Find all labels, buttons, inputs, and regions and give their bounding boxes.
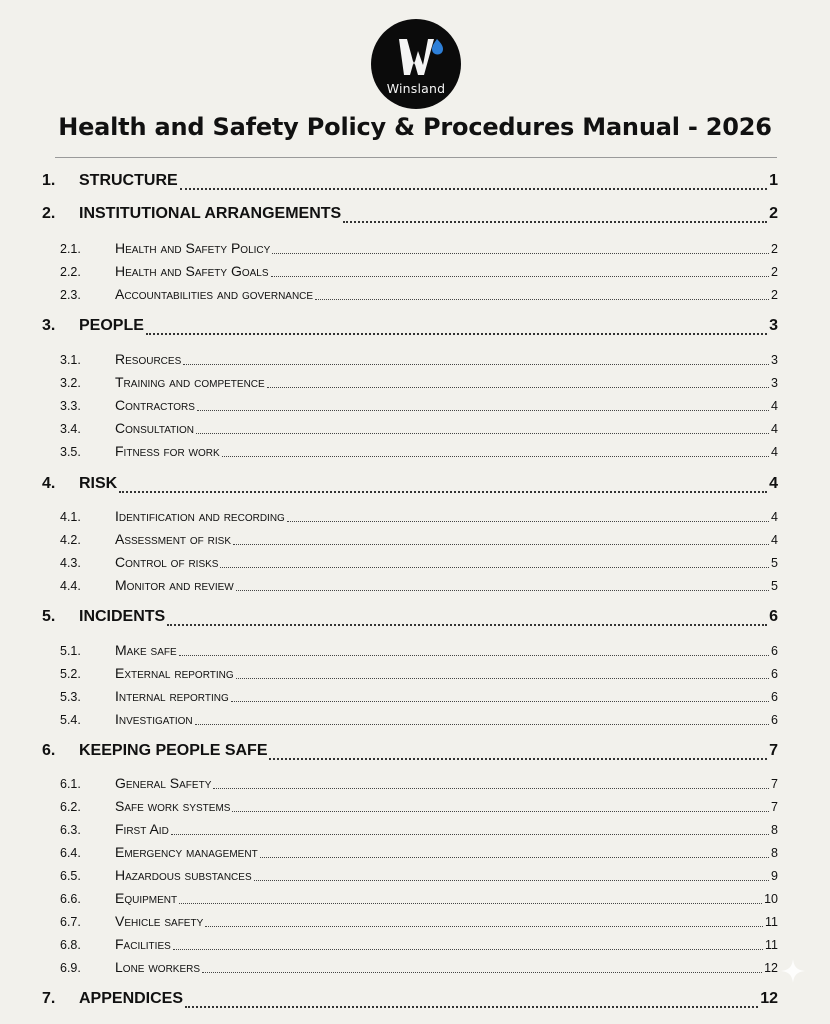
toc-page-number: 8 xyxy=(771,846,778,860)
toc-title: Assessment of risk xyxy=(115,531,232,547)
toc-subsection[interactable] xyxy=(60,775,778,793)
toc-number: 4.4. xyxy=(60,579,81,593)
toc-section[interactable] xyxy=(42,990,778,1012)
toc-page-number: 3 xyxy=(771,353,778,367)
toc-number: 4.3. xyxy=(60,556,81,570)
toc-leader-dots xyxy=(173,945,763,950)
toc-leader-dots xyxy=(271,272,770,277)
toc-leader-dots xyxy=(180,184,767,190)
toc-number: 6.4. xyxy=(60,846,81,860)
toc-leader-dots xyxy=(197,406,769,411)
toc-page-number: 4 xyxy=(769,475,778,492)
toc-title: STRUCTURE xyxy=(79,172,178,189)
toc-leader-dots xyxy=(195,720,769,725)
toc-subsection[interactable] xyxy=(60,844,778,862)
toc-leader-dots xyxy=(196,429,769,434)
toc-title: KEEPING PEOPLE SAFE xyxy=(79,742,268,759)
toc-leader-dots xyxy=(220,563,769,568)
toc-page-number: 11 xyxy=(765,915,778,929)
toc-title: Facilities xyxy=(115,936,171,952)
toc-leader-dots xyxy=(260,853,769,858)
toc-subsection[interactable] xyxy=(60,798,778,816)
toc-number: 5.4. xyxy=(60,713,81,727)
toc-page-number: 4 xyxy=(771,445,778,459)
toc-subsection[interactable] xyxy=(60,374,778,392)
toc-title: External reporting xyxy=(115,665,234,681)
toc-page-number: 9 xyxy=(771,869,778,883)
toc-title: Equipment xyxy=(115,890,178,906)
toc-number: 3.1. xyxy=(60,353,81,367)
toc-subsection[interactable] xyxy=(60,351,778,369)
toc-page-number: 1 xyxy=(769,172,778,189)
toc-subsection[interactable] xyxy=(60,286,778,304)
toc-subsection[interactable] xyxy=(60,554,778,572)
toc-leader-dots xyxy=(222,452,769,457)
toc-leader-dots xyxy=(185,1002,758,1008)
toc-leader-dots xyxy=(236,674,769,679)
toc-number: 3.5. xyxy=(60,445,81,459)
toc-number: 3.4. xyxy=(60,422,81,436)
toc-title: Investigation xyxy=(115,711,193,727)
toc-number: 6.5. xyxy=(60,869,81,883)
toc-subsection[interactable] xyxy=(60,936,778,954)
toc-subsection[interactable] xyxy=(60,711,778,729)
toc-page-number: 2 xyxy=(771,265,778,279)
toc-title: General Safety xyxy=(115,775,212,791)
toc-page-number: 12 xyxy=(764,961,778,975)
toc-subsection[interactable] xyxy=(60,531,778,549)
toc-number: 5.3. xyxy=(60,690,81,704)
toc-leader-dots xyxy=(267,383,769,388)
toc-page-number: 4 xyxy=(771,533,778,547)
toc-title: INSTITUTIONAL ARRANGEMENTS xyxy=(79,205,342,222)
toc-page-number: 7 xyxy=(771,777,778,791)
toc-leader-dots xyxy=(231,697,769,702)
toc-leader-dots xyxy=(343,217,767,223)
toc-leader-dots xyxy=(167,620,767,626)
toc-title: Internal reporting xyxy=(115,688,229,704)
toc-section[interactable] xyxy=(42,317,778,339)
toc-number: 4.1. xyxy=(60,510,81,524)
toc-number: 3. xyxy=(42,317,56,334)
toc-number: 4. xyxy=(42,475,56,492)
toc-leader-dots xyxy=(272,249,769,254)
toc-page-number: 10 xyxy=(764,892,778,906)
toc-page-number: 7 xyxy=(769,742,778,759)
toc-leader-dots xyxy=(171,830,769,835)
toc-title: Control of risks xyxy=(115,554,219,570)
toc-title: Hazardous substances xyxy=(115,867,252,883)
toc-page-number: 2 xyxy=(771,242,778,256)
toc-section[interactable] xyxy=(42,172,778,194)
toc-title: RISK xyxy=(79,475,118,492)
toc-page-number: 6 xyxy=(769,608,778,625)
toc-title: Fitness for work xyxy=(115,443,220,459)
toc-page-number: 6 xyxy=(771,713,778,727)
toc-page-number: 4 xyxy=(771,399,778,413)
toc-number: 6.7. xyxy=(60,915,81,929)
toc-page-number: 7 xyxy=(771,800,778,814)
toc-subsection[interactable] xyxy=(60,642,778,660)
toc-section[interactable] xyxy=(42,608,778,630)
toc-page-number: 6 xyxy=(771,644,778,658)
toc-number: 2.3. xyxy=(60,288,81,302)
toc-page-number: 4 xyxy=(771,510,778,524)
toc-leader-dots xyxy=(287,517,769,522)
toc-title: Monitor and review xyxy=(115,577,234,593)
toc-subsection[interactable] xyxy=(60,688,778,706)
toc-title: Consultation xyxy=(115,420,195,436)
toc-number: 6.1. xyxy=(60,777,81,791)
winsland-w-logo-icon xyxy=(371,19,461,109)
toc-subsection[interactable] xyxy=(60,577,778,595)
toc-subsection[interactable] xyxy=(60,420,778,438)
toc-leader-dots xyxy=(179,651,769,656)
toc-subsection[interactable] xyxy=(60,821,778,839)
toc-title: Accountabilities and governance xyxy=(115,286,314,302)
toc-number: 6.9. xyxy=(60,961,81,975)
toc-page-number: 3 xyxy=(769,317,778,334)
toc-page-number: 2 xyxy=(769,205,778,222)
toc-subsection[interactable] xyxy=(60,867,778,885)
toc-title: Lone workers xyxy=(115,959,201,975)
toc-leader-dots xyxy=(179,899,762,904)
toc-title: Training and competence xyxy=(115,374,265,390)
toc-subsection[interactable] xyxy=(60,240,778,258)
toc-page-number: 5 xyxy=(771,579,778,593)
toc-leader-dots xyxy=(146,329,767,335)
toc-number: 5.2. xyxy=(60,667,81,681)
toc-page-number: 12 xyxy=(760,990,778,1007)
toc-title: Resources xyxy=(115,351,182,367)
toc-title: Contractors xyxy=(115,397,195,413)
toc-subsection[interactable] xyxy=(60,890,778,908)
toc-subsection[interactable] xyxy=(60,263,778,281)
toc-number: 2.1. xyxy=(60,242,81,256)
toc-subsection[interactable] xyxy=(60,913,778,931)
toc-number: 6.3. xyxy=(60,823,81,837)
logo-text: Winsland xyxy=(386,81,446,96)
toc-number: 6.2. xyxy=(60,800,81,814)
toc-leader-dots xyxy=(202,968,762,973)
toc-leader-dots xyxy=(236,586,769,591)
sparkle-icon xyxy=(780,958,806,984)
toc-number: 2. xyxy=(42,205,56,222)
toc-section[interactable] xyxy=(42,205,778,227)
toc-page-number: 3 xyxy=(771,376,778,390)
toc-title: First Aid xyxy=(115,821,169,837)
toc-leader-dots xyxy=(205,922,763,927)
toc-number: 1. xyxy=(42,172,56,189)
toc-leader-dots xyxy=(119,487,767,493)
toc-number: 3.3. xyxy=(60,399,81,413)
toc-leader-dots xyxy=(232,807,769,812)
toc-subsection[interactable] xyxy=(60,443,778,461)
toc-section[interactable] xyxy=(42,475,778,497)
toc-leader-dots xyxy=(233,540,769,545)
toc-title: PEOPLE xyxy=(79,317,144,334)
toc-subsection[interactable] xyxy=(60,665,778,683)
toc-number: 6.8. xyxy=(60,938,81,952)
toc-page-number: 4 xyxy=(771,422,778,436)
toc-page-number: 6 xyxy=(771,690,778,704)
toc-number: 4.2. xyxy=(60,533,81,547)
toc-leader-dots xyxy=(254,876,769,881)
toc-title: Safe work systems xyxy=(115,798,231,814)
toc-title: Make safe xyxy=(115,642,177,658)
toc-leader-dots xyxy=(183,360,769,365)
toc-leader-dots xyxy=(269,754,767,760)
toc-leader-dots xyxy=(213,784,769,789)
toc-title: Health and Safety Policy xyxy=(115,240,271,256)
toc-leader-dots xyxy=(315,295,769,300)
toc-number: 6.6. xyxy=(60,892,81,906)
toc-title: Health and Safety Goals xyxy=(115,263,269,279)
toc-title: Vehicle safety xyxy=(115,913,204,929)
title-divider xyxy=(55,157,777,158)
toc-number: 5.1. xyxy=(60,644,81,658)
toc-number: 5. xyxy=(42,608,56,625)
toc-number: 6. xyxy=(42,742,56,759)
toc-section[interactable] xyxy=(42,742,778,764)
toc-page-number: 2 xyxy=(771,288,778,302)
toc-page-number: 5 xyxy=(771,556,778,570)
toc-number: 2.2. xyxy=(60,265,81,279)
toc-title: APPENDICES xyxy=(79,990,184,1007)
document-title: Health and Safety Policy & Procedures Manual - 2026 xyxy=(58,113,772,141)
toc-title: INCIDENTS xyxy=(79,608,166,625)
toc-title: Identification and recording xyxy=(115,508,285,524)
toc-number: 3.2. xyxy=(60,376,81,390)
toc-title: Emergency management xyxy=(115,844,258,860)
toc-number: 7. xyxy=(42,990,56,1007)
toc-page-number: 8 xyxy=(771,823,778,837)
toc-subsection[interactable] xyxy=(60,397,778,415)
toc-page-number: 6 xyxy=(771,667,778,681)
toc-subsection[interactable] xyxy=(60,508,778,526)
toc-subsection[interactable] xyxy=(60,959,778,977)
toc-page-number: 11 xyxy=(765,938,778,952)
